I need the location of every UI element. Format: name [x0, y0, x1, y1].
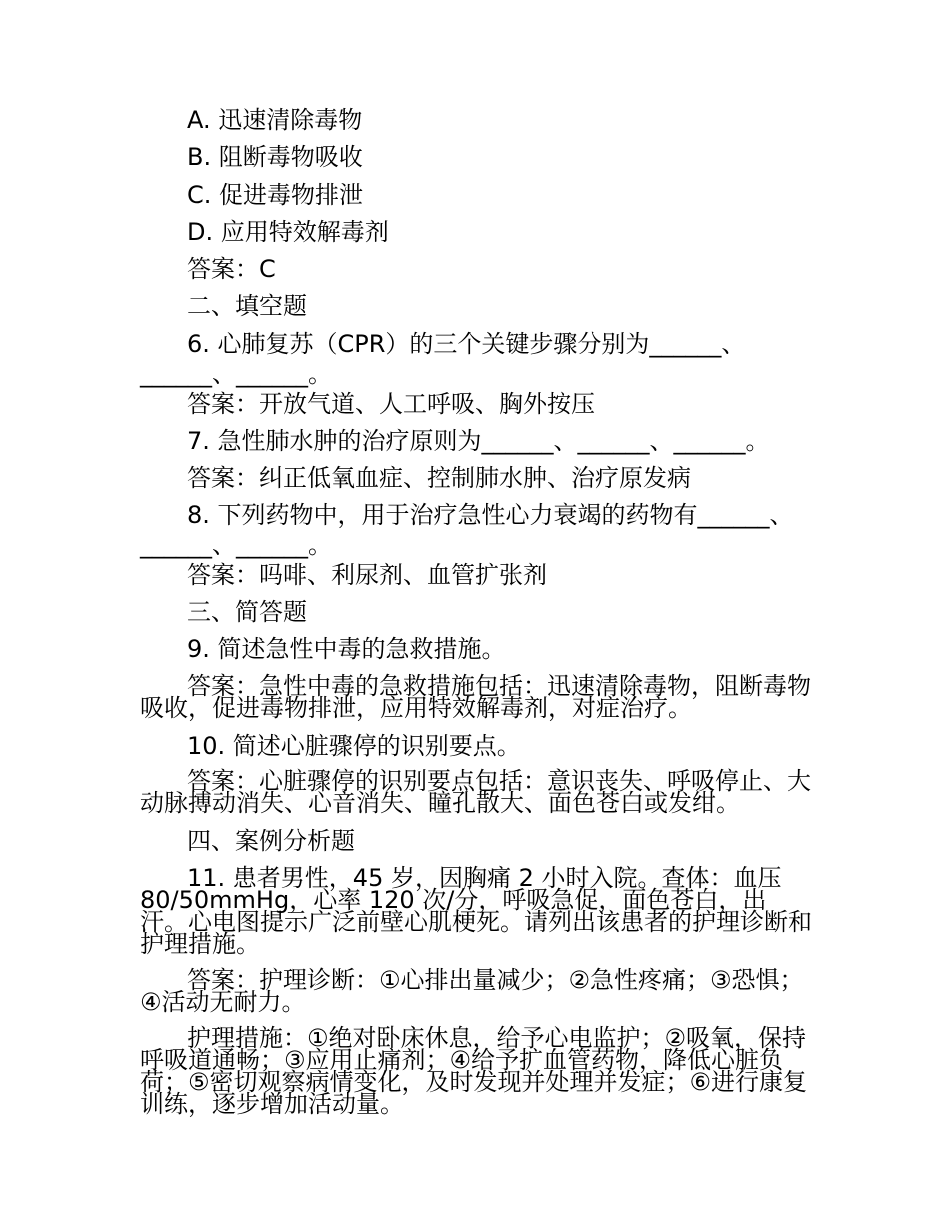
- section-short-answer-heading: 三、简答题: [187, 598, 307, 626]
- question-10: 10. 简述心脏骤停的识别要点。: [187, 732, 521, 760]
- question-9: 9. 简述急性中毒的急救措施。: [187, 635, 506, 663]
- option-c: C. 促进毒物排泄: [187, 181, 364, 209]
- answer-5: 答案：C: [187, 255, 276, 283]
- option-b: B. 阻断毒物吸收: [187, 143, 363, 171]
- answer-8: 答案：吗啡、利尿剂、血管扩张剂: [187, 561, 547, 589]
- section-fill-in-heading: 二、填空题: [187, 292, 307, 320]
- option-d: D. 应用特效解毒剂: [187, 218, 389, 246]
- answer-11-measures: 护理措施：①绝对卧床休息，给予心电监护；②吸氧，保持呼吸道通畅；③应用止痛剂；④给予扩血管药物，降低心脏负荷；⑤密切观察病情变化，及时发现并处理并发症；⑥进行康复训练，逐步增加活动量。: [140, 1024, 808, 1118]
- question-6: 6. 心肺复苏（CPR）的三个关键步骤分别为______、______、______。: [140, 330, 746, 388]
- answer-11-diagnosis: 答案：护理诊断：①心排出量减少；②急性疼痛；③恐惧；④活动无耐力。: [140, 966, 804, 1016]
- question-8: 8. 下列药物中，用于治疗急性心力衰竭的药物有______、______、______。: [140, 501, 794, 559]
- option-a: A. 迅速清除毒物: [187, 106, 363, 134]
- answer-7: 答案：纠正低氧血症、控制肺水肿、治疗原发病: [187, 464, 691, 492]
- answer-9: 答案：急性中毒的急救措施包括：迅速清除毒物，阻断毒物吸收，促进毒物排泄，应用特效解毒剂，对症治疗。: [140, 672, 811, 722]
- question-7: 7. 急性肺水肿的治疗原则为______、______、______。: [187, 427, 770, 455]
- answer-6: 答案：开放气道、人工呼吸、胸外按压: [187, 390, 595, 418]
- section-case-analysis-heading: 四、案例分析题: [187, 827, 355, 855]
- answer-10: 答案：心脏骤停的识别要点包括：意识丧失、呼吸停止、大动脉搏动消失、心音消失、瞳孔散大、面色苍白或发绀。: [140, 767, 811, 817]
- question-11: 11. 患者男性，45 岁，因胸痛 2 小时入院。查体：血压 80/50mmHg，心率 120 次/分，呼吸急促，面色苍白，出汗。心电图提示广泛前壁心肌梗死。请列出该患者的护理诊断和护理措施。: [140, 864, 812, 958]
